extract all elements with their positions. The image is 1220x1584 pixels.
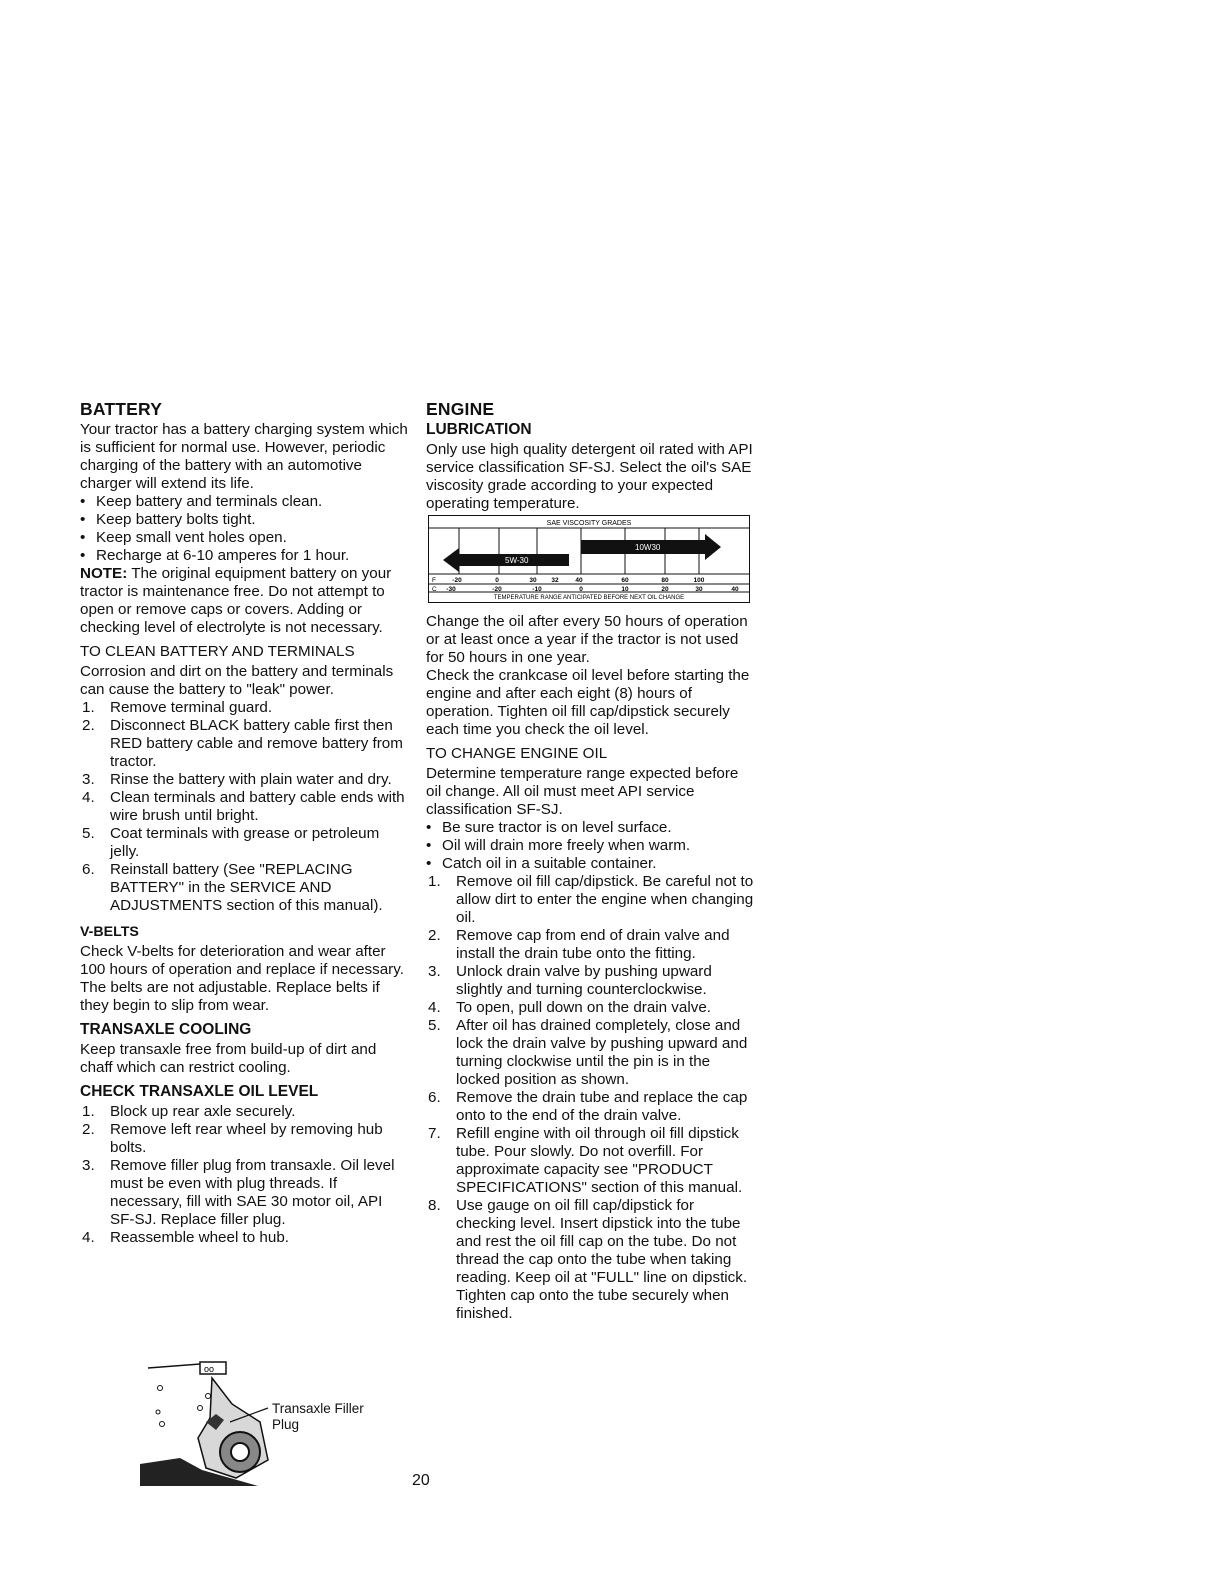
c-tick-label: 10 — [621, 586, 629, 593]
list-item — [80, 771, 410, 789]
svg-text:oo: oo — [204, 1364, 215, 1374]
list-item: • Recharge at 6-10 amperes for 1 hour. — [80, 547, 410, 565]
f-tick-label: 60 — [621, 577, 629, 584]
change-oil-heading: TO CHANGE ENGINE OIL — [426, 745, 608, 762]
c-tick-label: 40 — [731, 586, 739, 593]
list-item — [426, 927, 756, 963]
change-oil-intro: Determine temperature range expected before oil change. All oil must meet API service classification SF-SJ. — [426, 765, 739, 818]
change-oil-interval: Change the oil after every 50 hours of operation or at least once a year if the tractor is not used for 50 hours in one year. — [426, 613, 748, 666]
list-item — [80, 825, 410, 861]
check-transaxle-steps — [80, 1103, 410, 1247]
step-text: Clean terminals and battery cable ends with wire brush until bright. — [110, 789, 405, 824]
list-item: • Be sure tractor is on level surface. — [426, 819, 756, 837]
step-number: 5. — [428, 1017, 441, 1034]
transaxle-cooling-text: Keep transaxle free from build-up of dirt and chaff which can restrict cooling. — [80, 1041, 377, 1076]
step-text: Disconnect BLACK battery cable first then RED battery cable and remove battery from tractor. — [110, 717, 403, 770]
transaxle-cooling-heading: TRANSAXLE COOLING — [80, 1021, 252, 1038]
c-scale-label: C — [432, 586, 437, 593]
page-number: 20 — [412, 1472, 430, 1489]
lubrication-heading: LUBRICATION — [426, 421, 532, 438]
step-text: Coat terminals with grease or petroleum jelly. — [110, 825, 380, 860]
step-number: 4. — [82, 789, 95, 806]
step-text: Reassemble wheel to hub. — [110, 1229, 289, 1246]
step-number: 6. — [82, 861, 95, 878]
vbelts-text: Check V-belts for deterioration and wear after 100 hours of operation and replace if necessary. The belts are not adjustable. Replace belts if they begin to slip from wear. — [80, 943, 404, 1014]
step-text: Unlock drain valve by pushing upward slightly and turning counterclockwise. — [456, 963, 712, 998]
list-item: • Catch oil in a suitable container. — [426, 855, 756, 873]
left-column — [80, 400, 410, 1247]
engine-heading: ENGINE — [426, 399, 495, 419]
c-tick-label: -30 — [446, 586, 456, 593]
step-text: Remove terminal guard. — [110, 699, 273, 716]
step-text: Remove cap from end of drain valve and install the drain tube onto the fitting. — [456, 927, 730, 962]
viscosity-chart — [428, 515, 750, 603]
step-text: After oil has drained completely, close and lock the drain valve by pushing upward and turning clockwise until the pin is in the locked position as shown. — [456, 1017, 748, 1088]
step-number: 7. — [428, 1125, 441, 1142]
c-tick-label: 20 — [661, 586, 669, 593]
list-item — [80, 1157, 410, 1229]
note-label: NOTE: — [80, 565, 128, 582]
viscosity-chart-title: SAE VISCOSITY GRADES — [546, 520, 632, 527]
list-item: • Keep battery and terminals clean. — [80, 493, 410, 511]
step-text: Use gauge on oil fill cap/dipstick for checking level. Insert dipstick into the tube and rest the oil fill cap on the tube. Do not thread the cap onto the tube when taking reading. Keep oil at "FULL" line on dipstick. Tighten cap onto the tube securely when finished. — [456, 1197, 748, 1322]
f-tick-label: 100 — [693, 577, 705, 584]
step-number: 6. — [428, 1089, 441, 1106]
right-column — [426, 400, 756, 1323]
lubrication-intro: Only use high quality detergent oil rated with API service classification SF-SJ. Select the oil's SAE viscosity grade according to your expected operating temperature. — [426, 441, 753, 512]
c-tick-label: 30 — [695, 586, 703, 593]
list-item — [80, 1103, 410, 1121]
f-tick-label: 40 — [575, 577, 583, 584]
step-number: 4. — [82, 1229, 95, 1246]
figure-label-line: Transaxle Filler — [272, 1401, 364, 1416]
step-text: Reinstall battery (See "REPLACING BATTERY" in the SERVICE AND ADJUSTMENTS section of this manual). — [110, 861, 383, 914]
list-item — [426, 1017, 756, 1089]
battery-intro: Your tractor has a battery charging system which is sufficient for normal use. However, periodic charging of the battery with an automotive charger will extend its life. — [80, 421, 408, 492]
step-text: To open, pull down on the drain valve. — [456, 999, 711, 1016]
list-item: • Keep battery bolts tight. — [80, 511, 410, 529]
note-text: The original equipment battery on your tractor is maintenance free. Do not attempt to open or remove caps or covers. Adding or checking level of electrolyte is not necessary. — [80, 565, 392, 636]
step-text: Remove the drain tube and replace the cap onto to the end of the drain valve. — [456, 1089, 748, 1124]
step-number: 2. — [82, 717, 95, 734]
c-tick-label: -20 — [492, 586, 502, 593]
list-item — [80, 717, 410, 771]
figure-label-line: Plug — [272, 1417, 300, 1432]
c-tick-label: -10 — [532, 586, 542, 593]
f-scale-label: F — [432, 577, 436, 584]
f-tick-label: 0 — [495, 577, 499, 584]
step-text: Block up rear axle securely. — [110, 1103, 296, 1120]
clean-terminals-steps — [80, 699, 410, 915]
figure-label — [272, 1401, 364, 1433]
battery-heading: BATTERY — [80, 399, 163, 419]
grade-5w30-label: 5W-30 — [505, 556, 529, 565]
list-item — [426, 999, 756, 1017]
step-text: Rinse the battery with plain water and dry. — [110, 771, 392, 788]
check-transaxle-heading: CHECK TRANSAXLE OIL LEVEL — [80, 1083, 319, 1100]
grade-10w30-label: 10W30 — [635, 543, 661, 552]
step-number: 1. — [428, 873, 441, 890]
list-item: • Keep small vent holes open. — [80, 529, 410, 547]
list-item — [80, 861, 410, 915]
f-tick-label: 32 — [551, 577, 559, 584]
list-item — [426, 873, 756, 927]
check-crankcase: Check the crankcase oil level before starting the engine and after each eight (8) hours of operation. Tighten oil fill cap/dipstick securely each time you check the oil level. — [426, 667, 750, 738]
list-item — [80, 699, 410, 717]
step-number: 5. — [82, 825, 95, 842]
step-text: Remove oil fill cap/dipstick. Be careful not to allow dirt to enter the engine when changing oil. — [456, 873, 754, 926]
list-item — [426, 963, 756, 999]
list-item — [426, 1125, 756, 1197]
list-item: • Oil will drain more freely when warm. — [426, 837, 756, 855]
step-number: 2. — [82, 1121, 95, 1138]
f-tick-label: 80 — [661, 577, 669, 584]
f-tick-label: 30 — [529, 577, 537, 584]
step-number: 8. — [428, 1197, 441, 1214]
change-oil-steps — [426, 873, 756, 1323]
c-tick-label: 0 — [579, 586, 583, 593]
step-number: 2. — [428, 927, 441, 944]
battery-bullets — [80, 493, 410, 565]
f-tick-label: -20 — [452, 577, 462, 584]
list-item — [80, 1229, 410, 1247]
step-number: 3. — [428, 963, 441, 980]
clean-terminals-intro: Corrosion and dirt on the battery and terminals can cause the battery to "leak" power. — [80, 663, 394, 698]
change-oil-bullets — [426, 819, 756, 873]
step-number: 3. — [82, 1157, 95, 1174]
step-number: 4. — [428, 999, 441, 1016]
list-item — [80, 1121, 410, 1157]
battery-note — [80, 565, 410, 637]
step-text: Remove left rear wheel by removing hub bolts. — [110, 1121, 383, 1156]
viscosity-chart-footer: TEMPERATURE RANGE ANTICIPATED BEFORE NEXT OIL CHANGE — [493, 595, 685, 601]
list-item — [80, 789, 410, 825]
list-item — [426, 1197, 756, 1323]
clean-terminals-heading: TO CLEAN BATTERY AND TERMINALS — [80, 643, 355, 660]
step-text: Refill engine with oil through oil fill dipstick tube. Pour slowly. Do not overfill. For approximate capacity see "PRODUCT SPECIFICATIONS" section of this manual. — [456, 1125, 743, 1196]
step-text: Remove filler plug from transaxle. Oil level must be even with plug threads. If necessary, fill with SAE 30 motor oil, API SF-SJ. Replace filler plug. — [110, 1157, 395, 1228]
list-item — [426, 1089, 756, 1125]
step-number: 1. — [82, 1103, 95, 1120]
step-number: 3. — [82, 771, 95, 788]
vbelts-heading: V-BELTS — [80, 924, 139, 940]
step-number: 1. — [82, 699, 95, 716]
